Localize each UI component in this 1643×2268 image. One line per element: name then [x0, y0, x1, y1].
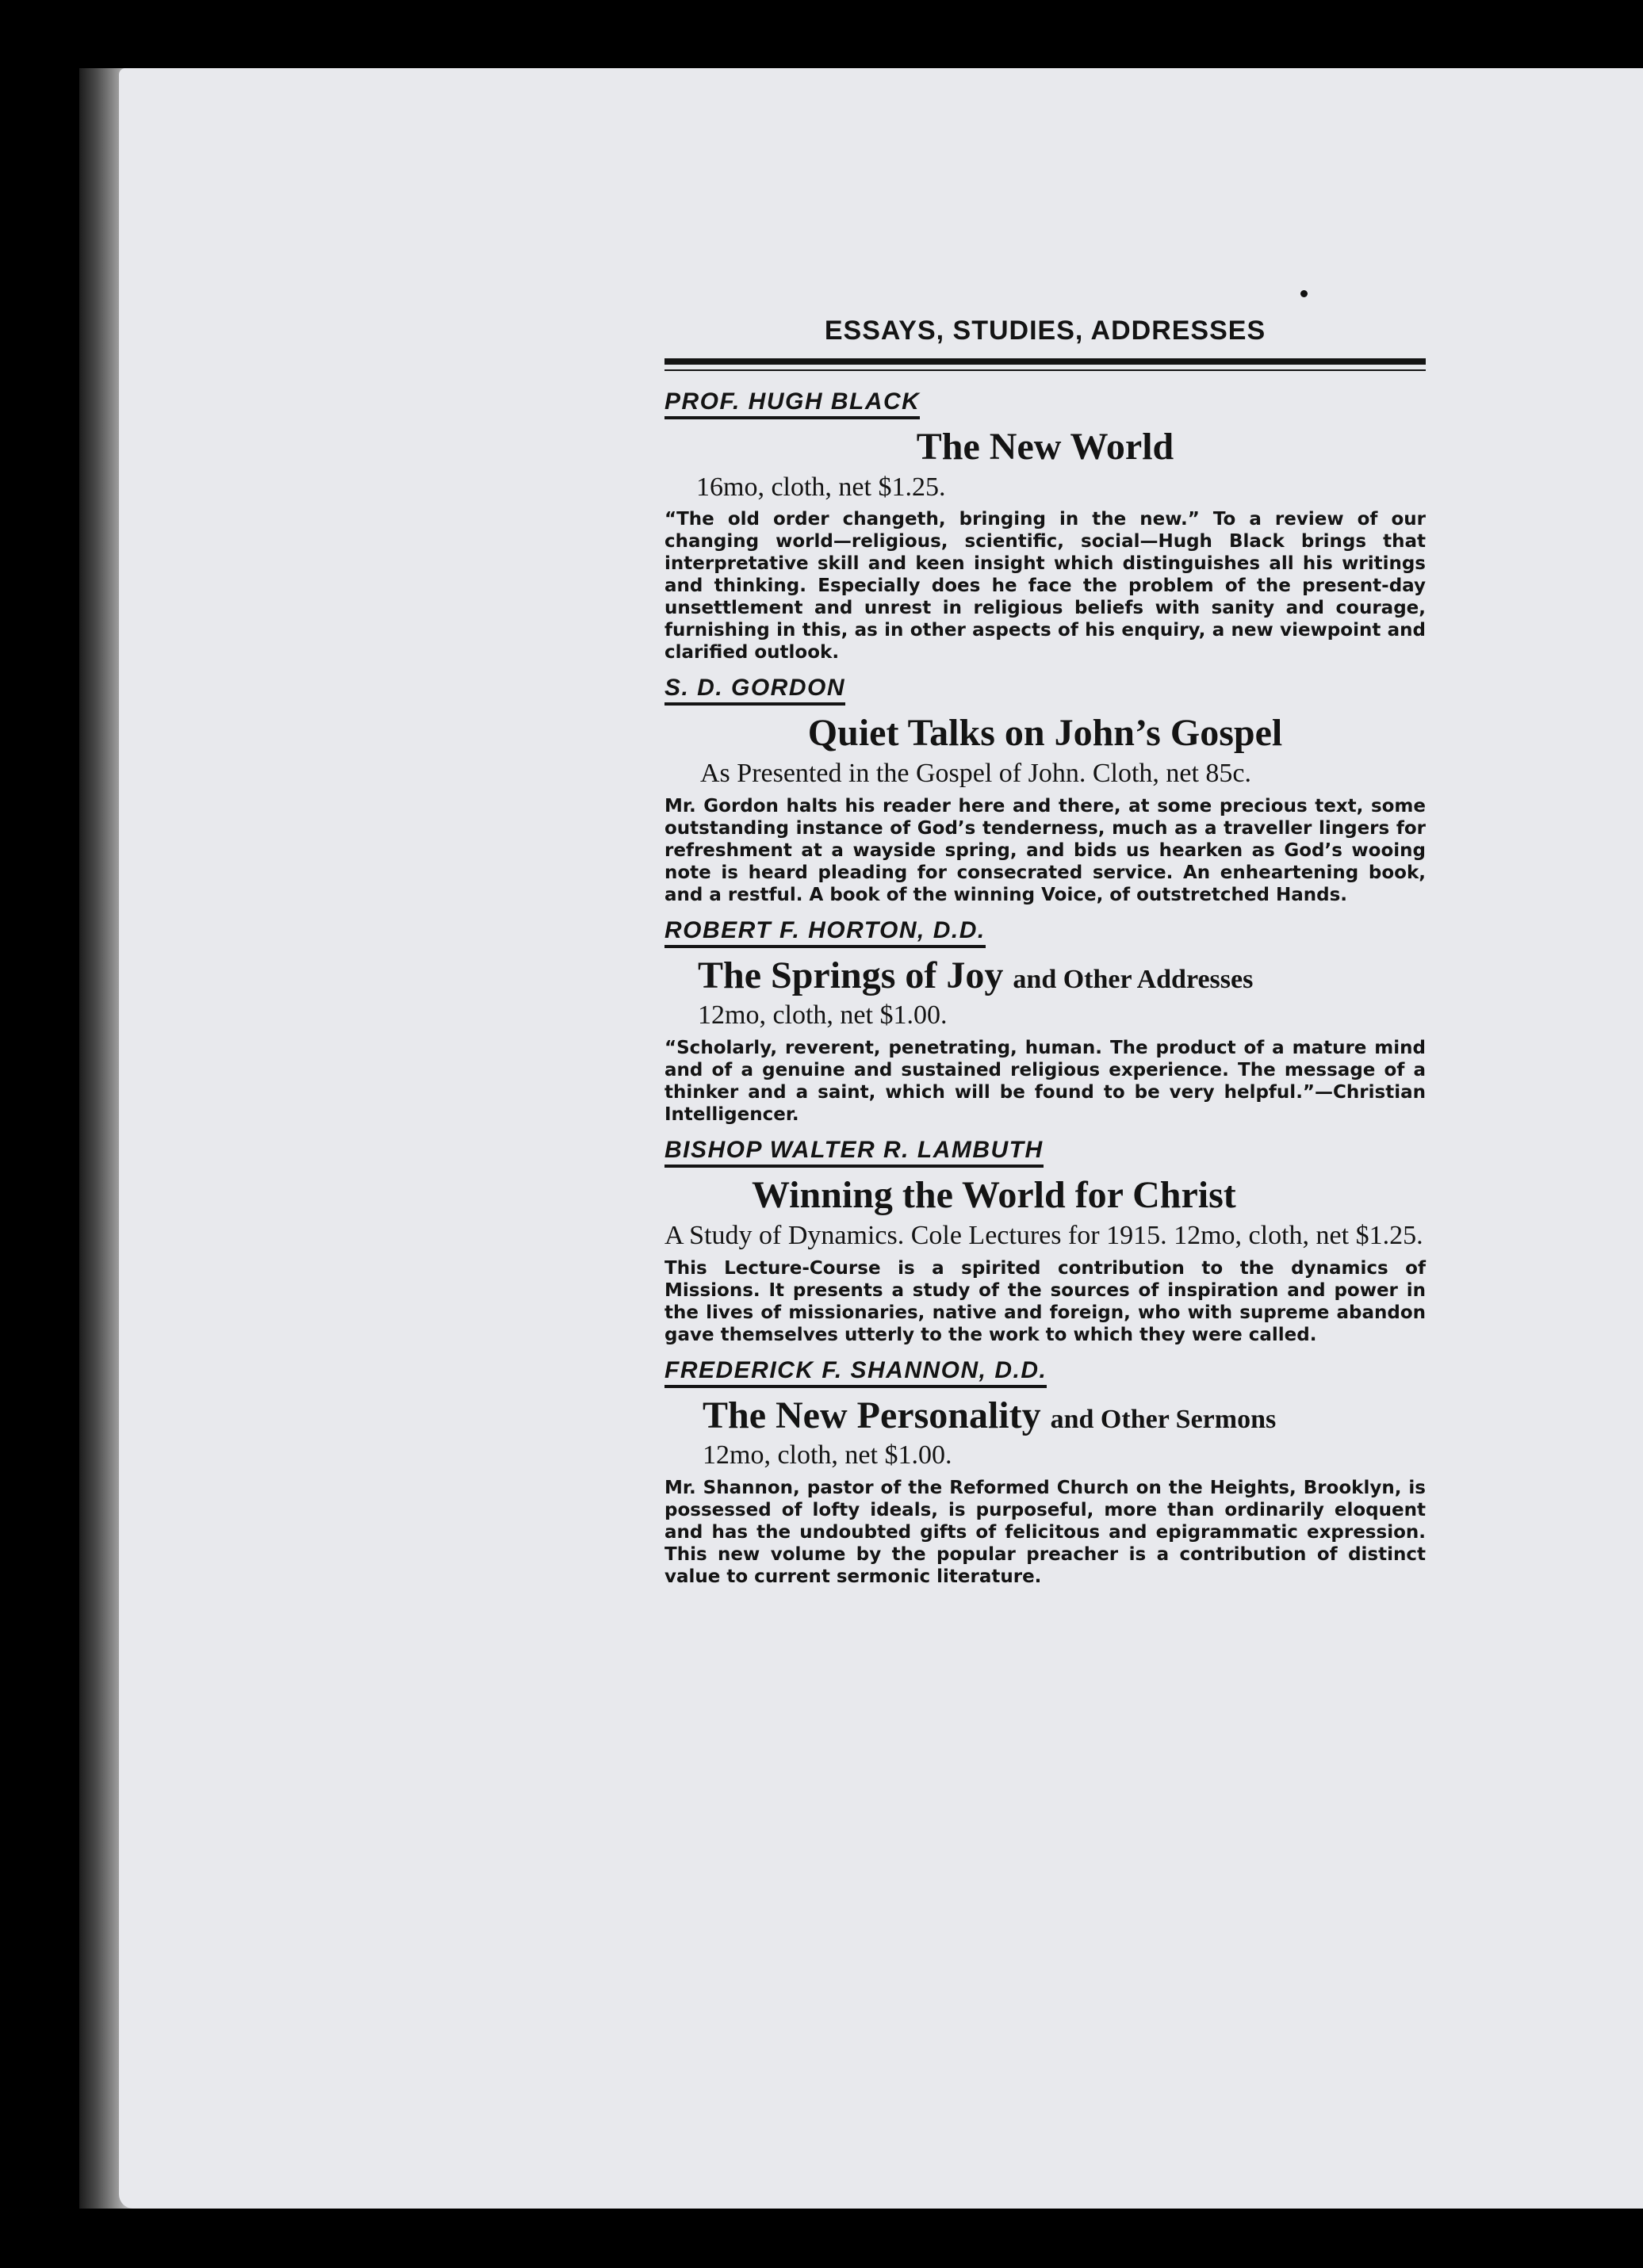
book-description: This Lecture-Course is a spirited contribution to the dynamics of Missions. It presents a study of the sources of inspiration and power in the lives of missionaries, native and foreign, who with supreme abandon gave themselves utterly to the work to which they were called.	[664, 1257, 1426, 1345]
book-entry-quiet-talks	[664, 675, 1426, 905]
book-details: 12mo, cloth, net $1.00.	[698, 1000, 948, 1031]
book-description: Mr. Gordon halts his reader here and there, at some precious text, some outstanding instance of God’s tenderness, much as a traveller lingers for refreshment at a wayside spring, and bids us hearken as God’s wooing note is heard pleading for consecrated service. An enheartening book, and a restful. A book of the winning Voice, of outstretched Hands.	[664, 795, 1426, 905]
book-description: Mr. Shannon, pastor of the Reformed Church on the Heights, Brooklyn, is possessed of lofty ideals, is purposeful, more than ordinarily eloquent and has the undoubted gifts of felicitous and epigrammatic expression. This new volume by the popular preacher is a contribution of distinct value to current sermonic literature.	[664, 1477, 1426, 1587]
author-name: FREDERICK F. SHANNON, D.D.	[664, 1357, 1047, 1388]
book-title	[664, 1393, 1426, 1439]
book-subtitle: and Other Addresses	[1013, 964, 1254, 994]
book-title	[664, 710, 1426, 756]
book-description: “The old order changeth, bringing in the new.” To a review of our changing world—religious, scientific, social—Hugh Black brings that interpretative skill and keen insight which distinguishes all his writings and thinking. Especially does he face the problem of the present-day unsettlement and unrest in religious beliefs with sanity and courage, furnishing in this, as in other aspects of his enquiry, a new viewpoint and clarified outlook.	[664, 509, 1426, 664]
book-details: As Presented in the Gospel of John. Cloth, net 85c.	[700, 758, 1252, 788]
book-entry-winning-the-world	[664, 1137, 1426, 1345]
book-title	[664, 953, 1426, 999]
page-content	[664, 317, 1426, 1588]
book-entry-new-world	[664, 388, 1426, 664]
book-entry-new-personality	[664, 1357, 1426, 1588]
book-details: A Study of Dynamics. Cole Lectures for 1915. 12mo, cloth, net $1.25.	[664, 1220, 1423, 1250]
book-details: 12mo, cloth, net $1.00.	[703, 1440, 952, 1471]
book-title	[664, 424, 1426, 470]
author-name: PROF. HUGH BLACK	[664, 388, 920, 419]
author-name: S. D. GORDON	[664, 675, 845, 706]
author-name: ROBERT F. HORTON, D.D.	[664, 917, 986, 948]
author-name: BISHOP WALTER R. LAMBUTH	[664, 1137, 1044, 1168]
section-title: ESSAYS, STUDIES, ADDRESSES	[824, 316, 1266, 346]
book-entry-springs-of-joy	[664, 917, 1426, 1126]
book-title-text: The Springs of Joy	[698, 954, 1004, 996]
book-subtitle: and Other Sermons	[1050, 1404, 1277, 1434]
book-title-text: Winning the World for Christ	[752, 1174, 1236, 1217]
page-speck	[1300, 290, 1308, 297]
book-description: “Scholarly, reverent, penetrating, human. The product of a mature mind and of a genuine and sustained religious experience. The message of a thinker and a saint, which will be found to be very helpful.”—Christian Intelligencer.	[664, 1038, 1426, 1126]
book-title-text: The New World	[916, 426, 1174, 468]
book-title-text: The New Personality	[703, 1394, 1041, 1436]
book-title	[664, 1172, 1426, 1218]
section-rule-thin	[664, 369, 1426, 371]
section-rule-thick	[664, 358, 1426, 365]
book-details: 16mo, cloth, net $1.25.	[696, 472, 946, 502]
book-title-text: Quiet Talks on John’s Gospel	[807, 712, 1283, 755]
